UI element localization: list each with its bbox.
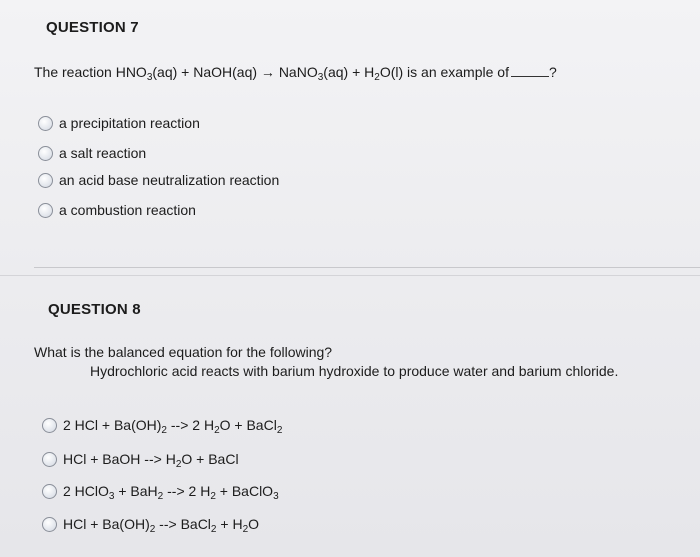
question-7-option-3[interactable]	[38, 172, 279, 188]
radio-button-icon[interactable]	[38, 173, 53, 188]
radio-button-icon[interactable]	[42, 452, 57, 467]
radio-button-icon[interactable]	[42, 484, 57, 499]
option-label: 2 HCl + $Ba(OH)_2$ --> 2 $H_2O$ + BaCl$_2$	[63, 417, 283, 436]
question-7-title: QUESTION 7	[46, 19, 139, 36]
option-label: a salt reaction	[59, 145, 147, 161]
question-7-option-2[interactable]	[38, 145, 146, 161]
question-8-subprompt: Hydrochloric acid reacts with barium hydroxide to produce water and barium chloride.	[90, 363, 619, 379]
option-label: a combustion reaction	[59, 202, 196, 218]
question-8-option-1[interactable]	[42, 417, 283, 436]
radio-button-icon[interactable]	[38, 116, 53, 131]
radio-button-icon[interactable]	[42, 517, 57, 532]
question-8-option-4[interactable]	[42, 516, 260, 535]
question-7-option-1[interactable]	[38, 115, 200, 131]
question-8-title: QUESTION 8	[48, 301, 141, 318]
question-8-option-2[interactable]	[42, 451, 239, 470]
option-label: an acid base neutralization reaction	[59, 172, 280, 188]
option-label: a precipitation reaction	[59, 115, 200, 131]
question-8-prompt: What is the balanced equation for the following?	[34, 344, 333, 360]
radio-button-icon[interactable]	[42, 418, 57, 433]
question-7-option-4[interactable]	[38, 202, 196, 218]
question-8-option-3[interactable]	[42, 483, 279, 502]
option-label: HCl + BaOH --> $H_2O$ + BaCl	[63, 451, 239, 470]
option-label: HCl + $Ba(OH)_2$ --> BaCl$_2$ + $H_2O$	[63, 516, 260, 535]
radio-button-icon[interactable]	[38, 146, 53, 161]
question-7-prompt: The reaction $HNO_3(aq)$ + NaOH(aq) → NaNO$_3$(aq) + $H_2O(l)$ is an example of ?	[34, 64, 557, 83]
radio-button-icon[interactable]	[38, 203, 53, 218]
option-label: 2 HClO$_3$ + BaH$_2$ --> 2 $H_2$ + BaClO$_3$	[63, 483, 279, 502]
question-7	[28, 0, 700, 258]
question-8	[28, 262, 700, 557]
answer-blank	[511, 66, 549, 77]
